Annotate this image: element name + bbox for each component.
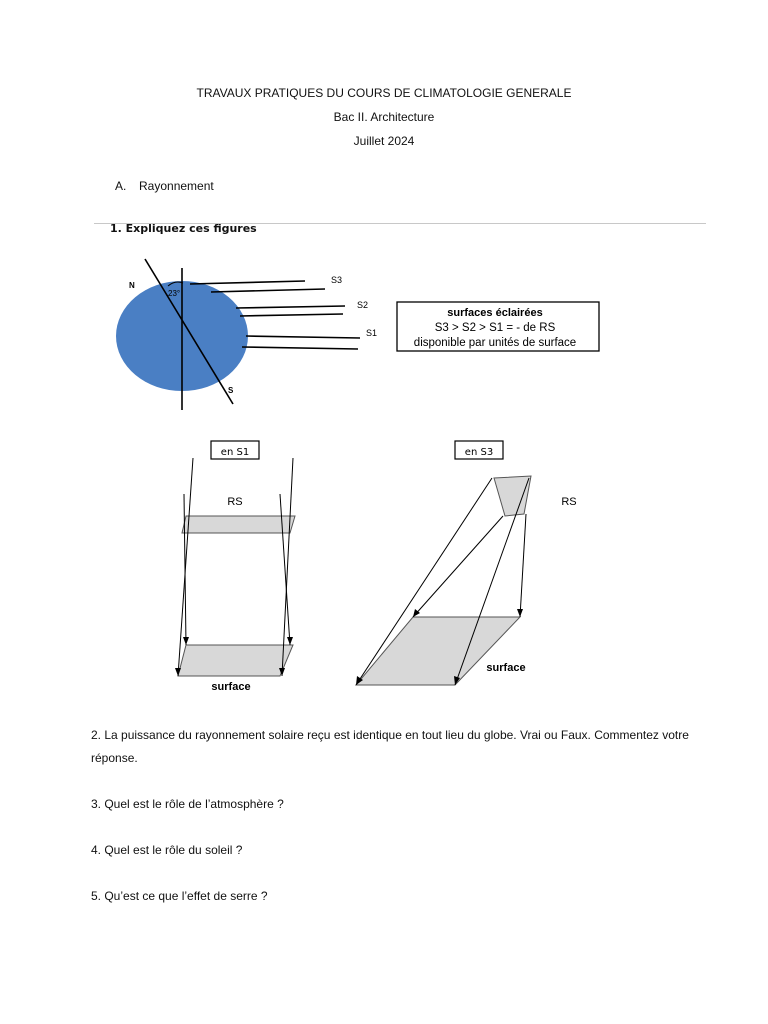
ray-line [455,478,529,685]
question-4: 4. Quel est le rôle du soleil ? [91,843,243,857]
surface-plane-right [356,617,520,685]
legend-line-3: disponible par unités de surface [413,337,577,349]
angle-label: 23° [168,289,181,298]
surface-label-right: surface [486,662,526,674]
sun-ray-line [236,306,345,308]
section-heading: Rayonnement [139,179,214,193]
legend-line-2: S3 > S2 > S1 = - de RS [434,322,556,334]
ray-line [282,458,293,676]
question-2: 2. La puissance du rayonnement solaire reçu est identique en tout lieu du globe. Vrai ou Faux. Commentez votre réponse. [91,728,689,765]
s3-label: S3 [331,275,343,285]
rs-plane-right [494,476,531,516]
arrowhead [517,609,523,617]
ray-line [413,516,503,617]
s1-label: S1 [366,328,378,338]
sun-ray-line [242,347,358,349]
rs-label-left: RS [227,496,243,508]
legend-line-1: surfaces éclairées [447,307,543,319]
ray-line [520,514,526,617]
tag-left-label: en S1 [220,447,250,458]
sun-ray-line [246,336,360,338]
section-letter: A. [115,179,127,193]
rs-plane-left [182,516,295,533]
document-title: TRAVAUX PRATIQUES DU COURS DE CLIMATOLOGIE GENERALE [196,86,572,100]
rs-label-right: RS [561,496,577,508]
tag-right-label: en S3 [464,447,494,458]
document-subtitle: Bac II. Architecture [333,110,435,124]
document-date: Juillet 2024 [353,134,415,148]
surface-label-left: surface [211,681,251,693]
question-1-heading: 1. Expliquez ces figures [110,222,257,235]
sun-ray-line [190,281,305,284]
question-5: 5. Qu’est ce que l’effet de serre ? [91,889,268,903]
question-3: 3. Quel est le rôle de l’atmosphère ? [91,797,284,811]
arrowhead [287,637,293,645]
s2-label: S2 [357,300,369,310]
sun-ray-line [211,289,325,292]
arrowhead [183,637,189,645]
sun-ray-line [240,314,343,316]
south-label: S [228,386,234,395]
surface-plane-left [178,645,293,676]
north-label: N [129,281,135,290]
